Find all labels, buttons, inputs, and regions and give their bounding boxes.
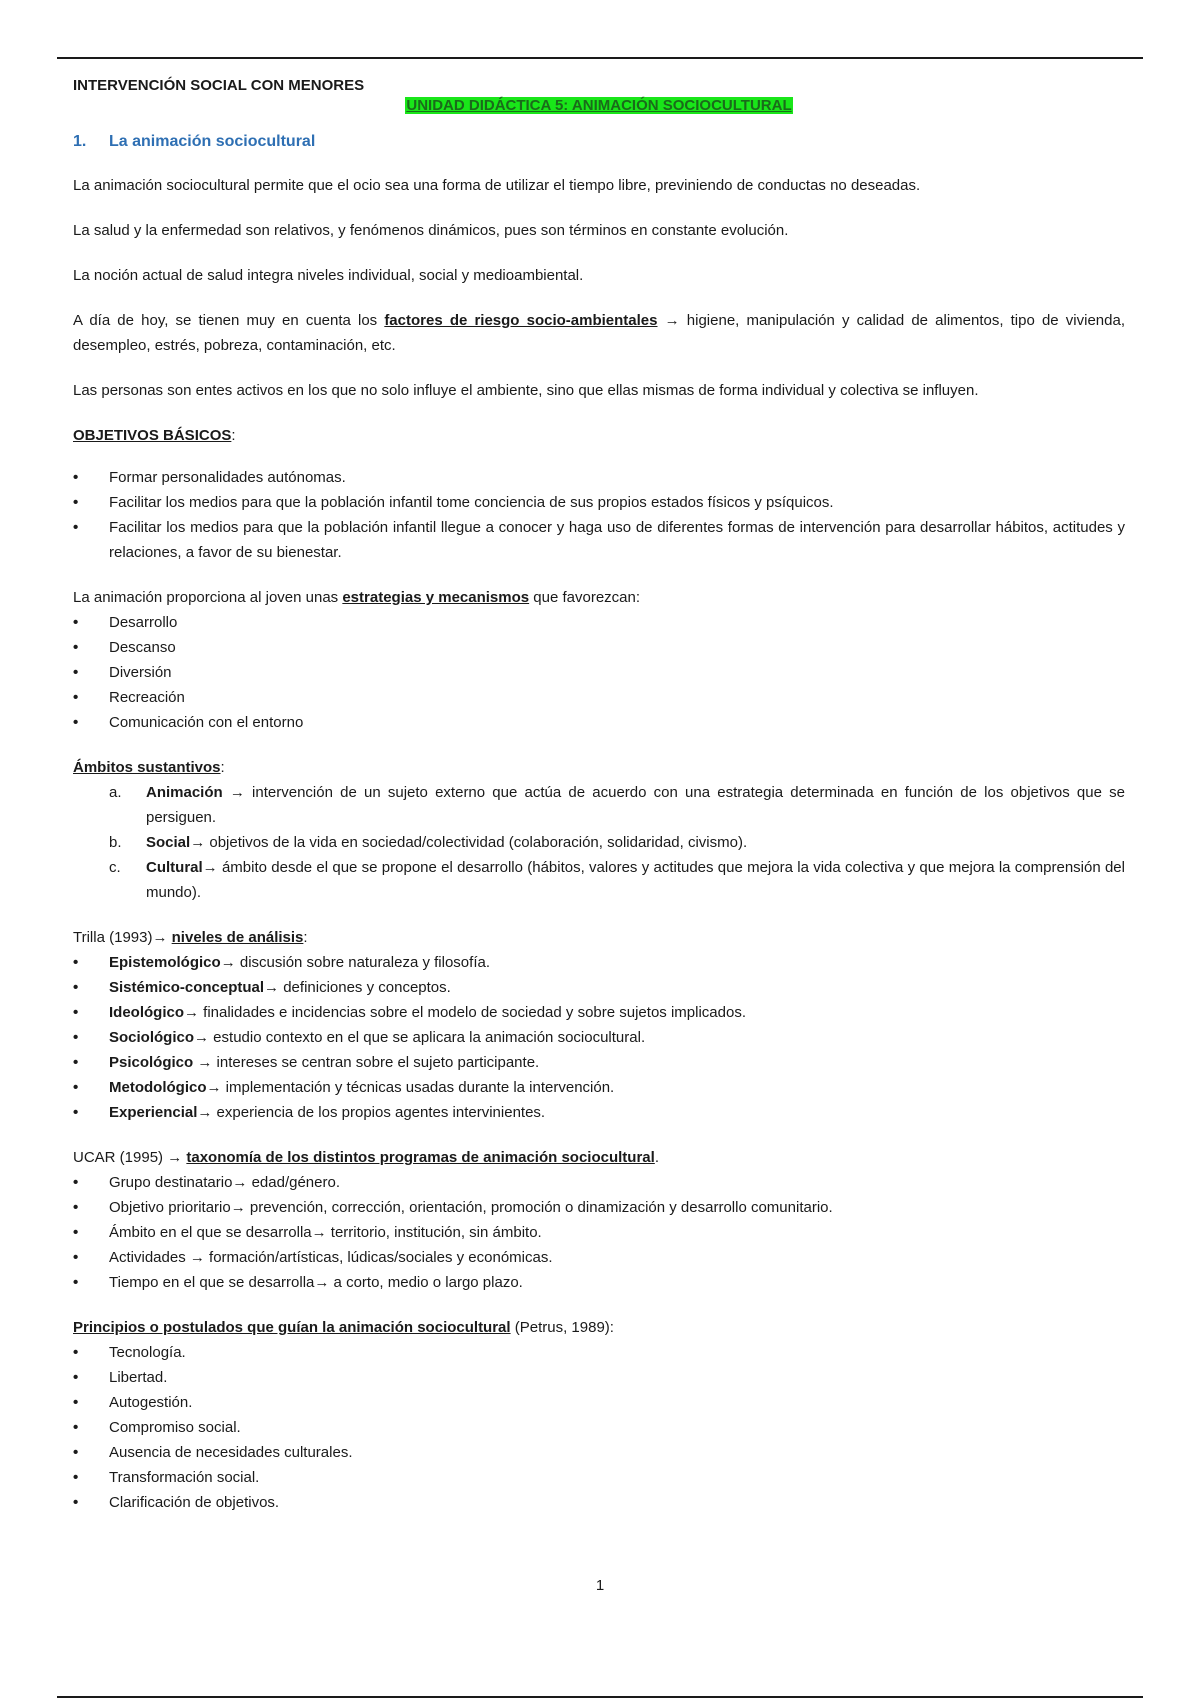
list-term: Ideológico [109, 1004, 184, 1021]
list-item: • Diversión [73, 660, 1125, 685]
list-item: • Autogestión. [73, 1390, 1125, 1415]
strategies-text-pre: La animación proporciona al joven unas [73, 589, 343, 606]
paragraph-3: La noción actual de salud integra niveles individual, social y medioambiental. [73, 267, 584, 284]
list-letter: c. [109, 859, 121, 876]
list-text: → implementación y técnicas usadas durante la intervención. [206, 1079, 615, 1096]
ambitos-heading-line [73, 755, 1125, 780]
list-text: → estudio contexto en el que se aplicara la animación sociocultural. [194, 1029, 646, 1046]
list-letter: a. [109, 784, 122, 801]
principles-heading: Principios o postulados que guían la animación sociocultural [73, 1319, 511, 1336]
list-item [73, 1050, 1125, 1075]
list-item [73, 830, 1125, 855]
unit-title-wrap [73, 93, 1125, 119]
list-item [73, 975, 1125, 1000]
list-item: • Objetivo prioritario→ prevención, corrección, orientación, promoción o dinamización y desarrollo comunitario. [73, 1195, 1125, 1220]
list-text: → intervención de un sujeto externo que actúa de acuerdo con una estrategia determinada en función de los objetivos que se persiguen. [146, 784, 1125, 826]
paragraph-2: La salud y la enfermedad son relativos, y fenómenos dinámicos, pues son términos en constante evolución. [73, 222, 789, 239]
list-item: • Facilitar los medios para que la población infantil llegue a conocer y haga uso de diferentes formas de intervención para desarrollar hábitos, actitudes y relaciones, a favor de su bienestar. [73, 515, 1125, 565]
list-term: Cultural [146, 859, 203, 876]
list-text: → objetivos de la vida en sociedad/colectividad (colaboración, solidaridad, civismo). [190, 834, 748, 851]
list-letter: b. [109, 834, 122, 851]
list-item: • Comunicación con el entorno [73, 710, 1125, 735]
list-item [73, 1075, 1125, 1100]
list-term: Sociológico [109, 1029, 195, 1046]
list-item: • Compromiso social. [73, 1415, 1125, 1440]
trilla-key-term: niveles de análisis [171, 929, 304, 946]
trilla-text-pre: Trilla (1993)→ [73, 929, 172, 946]
ambitos-heading: Ámbitos sustantivos [73, 759, 221, 776]
principles-list [73, 1340, 1125, 1515]
objectives-list [73, 465, 1125, 565]
list-item: • Descanso [73, 635, 1125, 660]
list-term: Animación [146, 784, 223, 801]
ucar-list [73, 1170, 1125, 1295]
p4-text-post: → higiene, manipulación y calidad de alimentos, tipo de vivienda, desempleo, estrés, pobreza, contaminación, etc. [73, 312, 1125, 354]
list-item: • Tecnología. [73, 1340, 1125, 1365]
paragraph-5: Las personas son entes activos en los que no solo influye el ambiente, sino que ellas mismas de forma individual y colectiva se influyen. [73, 382, 979, 399]
list-item [73, 1100, 1125, 1125]
ambitos-colon: : [220, 759, 225, 776]
list-item: • Tiempo en el que se desarrolla→ a corto, medio o largo plazo. [73, 1270, 1125, 1295]
objectives-heading: OBJETIVOS BÁSICOS [73, 427, 232, 444]
list-item: • Formar personalidades autónomas. [73, 465, 1125, 490]
list-item: • Ámbito en el que se desarrolla→ territorio, institución, sin ámbito. [73, 1220, 1125, 1245]
list-term: Social [146, 834, 191, 851]
ucar-text-post: . [654, 1149, 659, 1166]
list-item: • Actividades → formación/artísticas, lúdicas/sociales y económicas. [73, 1245, 1125, 1270]
list-item [73, 1025, 1125, 1050]
list-text: → experiencia de los propios agentes intervinientes. [197, 1104, 546, 1121]
list-text: → discusión sobre naturaleza y filosofía. [220, 954, 490, 971]
list-item: • Clarificación de objetivos. [73, 1490, 1125, 1515]
list-item [73, 780, 1125, 830]
list-item: • Ausencia de necesidades culturales. [73, 1440, 1125, 1465]
header-rule [57, 57, 1143, 59]
list-term: Psicológico [109, 1054, 194, 1071]
list-item [73, 1000, 1125, 1025]
list-item: • Libertad. [73, 1365, 1125, 1390]
ucar-text-pre: UCAR (1995) → [73, 1149, 187, 1166]
section-heading [73, 129, 1125, 154]
list-text: → finalidades e incidencias sobre el modelo de sociedad y sobre sujetos implicados. [184, 1004, 746, 1021]
objectives-colon: : [231, 427, 236, 444]
list-term: Sistémico-conceptual [109, 979, 265, 996]
section-number: 1. [73, 133, 87, 150]
list-term: Metodológico [109, 1079, 207, 1096]
page-number: 1 [595, 1577, 605, 1594]
principles-heading-line [73, 1315, 1125, 1340]
strategies-intro [73, 585, 1125, 610]
trilla-list [73, 950, 1125, 1125]
list-item [73, 950, 1125, 975]
strategies-list [73, 610, 1125, 735]
list-item: • Recreación [73, 685, 1125, 710]
list-text: → intereses se centran sobre el sujeto participante. [193, 1054, 540, 1071]
list-item: • Grupo destinatario→ edad/género. [73, 1170, 1125, 1195]
p4-key-term: factores de riesgo socio-ambientales [384, 312, 658, 329]
ucar-intro [73, 1145, 1125, 1170]
list-term: Experiencial [109, 1104, 198, 1121]
ucar-key-term: taxonomía de los distintos programas de animación sociocultural [186, 1149, 655, 1166]
list-text: → definiciones y conceptos. [264, 979, 451, 996]
list-term: Epistemológico [109, 954, 221, 971]
paragraph-4 [73, 308, 1125, 358]
document-title: INTERVENCIÓN SOCIAL CON MENORES [73, 77, 365, 94]
list-item: • Transformación social. [73, 1465, 1125, 1490]
objectives-heading-line [73, 423, 1125, 448]
strategies-key-term: estrategias y mecanismos [342, 589, 530, 606]
document-page [73, 73, 1125, 1515]
list-text: → ámbito desde el que se propone el desarrollo (hábitos, valores y actitudes que mejora la vida colectiva y que mejora la comprensión del mundo). [146, 859, 1125, 901]
ambitos-list [73, 780, 1125, 905]
footer-rule [57, 1696, 1143, 1698]
list-item: • Desarrollo [73, 610, 1125, 635]
principles-citation: (Petrus, 1989): [510, 1319, 614, 1336]
unit-title: UNIDAD DIDÁCTICA 5: ANIMACIÓN SOCIOCULTURAL [406, 97, 792, 114]
list-item: • Facilitar los medios para que la población infantil tome conciencia de sus propios estados físicos y psíquicos. [73, 490, 1125, 515]
section-title: La animación sociocultural [109, 133, 316, 150]
paragraph-1: La animación sociocultural permite que el ocio sea una forma de utilizar el tiempo libre, previniendo de conductas no deseadas. [73, 177, 921, 194]
trilla-intro [73, 925, 1125, 950]
trilla-text-post: : [303, 929, 308, 946]
list-item [73, 855, 1125, 905]
p4-text-pre: A día de hoy, se tienen muy en cuenta los [73, 312, 385, 329]
strategies-text-post: que favorezcan: [529, 589, 641, 606]
